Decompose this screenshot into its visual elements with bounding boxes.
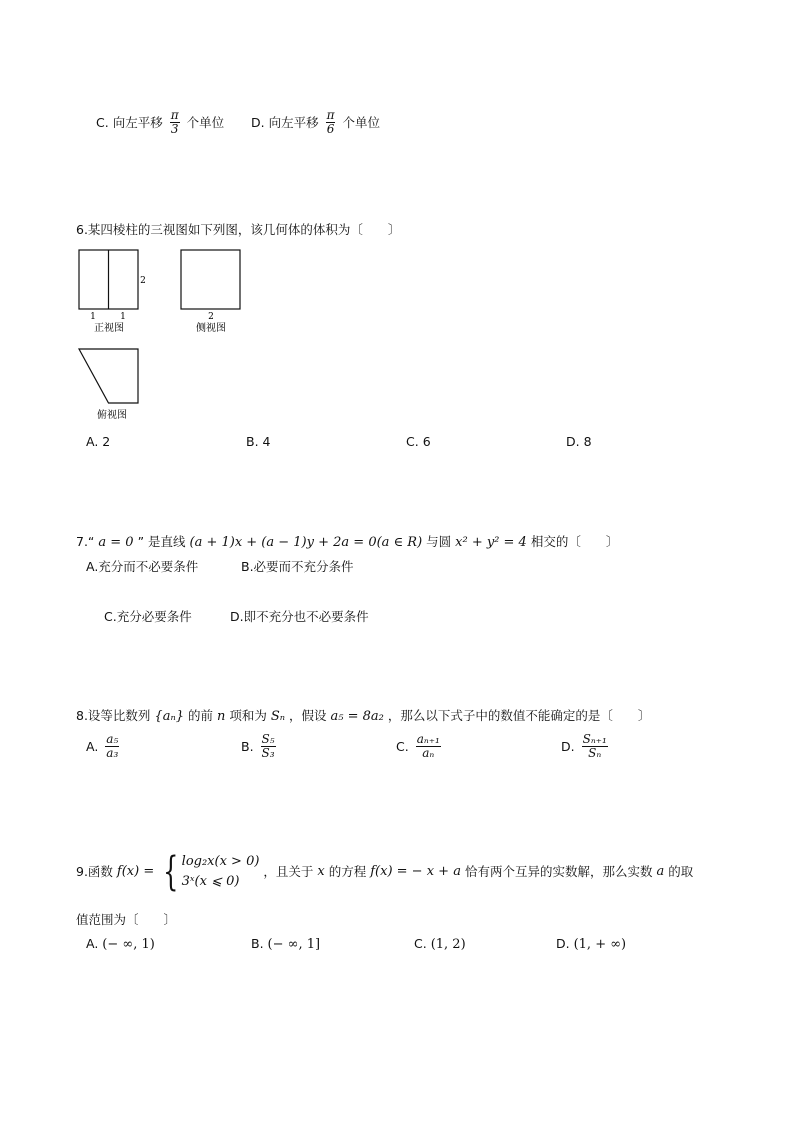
q8-option-c-denominator: aₙ [422, 746, 435, 760]
q7-option-a: A.充分而不必要条件 [86, 559, 199, 574]
q9-function: f(x) = [116, 864, 155, 879]
q8-option-c-fraction [416, 733, 441, 760]
q5-option-d-fraction [326, 109, 336, 136]
q8-option-d [561, 733, 611, 765]
q9-brace: { [163, 849, 179, 895]
q6-option-a [86, 434, 110, 450]
q6-three-view-figure [70, 244, 260, 429]
q8-option-c-label: C. [396, 738, 409, 754]
q6-option-a-label: A. [86, 434, 99, 449]
q8-option-b-numerator: S₅ [261, 732, 275, 746]
front-dim-right: 1 [120, 312, 126, 322]
q6-option-b-value: 4 [262, 434, 271, 449]
q9-text-1: 9.函数 [76, 864, 113, 879]
q8-option-a-fraction [105, 733, 119, 760]
side-view [181, 250, 240, 334]
q5-option-d-label: D. [251, 114, 265, 130]
q8-option-b-fraction [261, 733, 276, 760]
q7-option-d: D.即不充分也不必要条件 [230, 609, 369, 624]
q5-option-c-denominator: 3 [170, 122, 179, 136]
q9-stem [76, 849, 694, 898]
q8-condition: a₅ = 8a₂ [330, 709, 384, 724]
q8-text-5: ，那么以下式子中的数值不能确定的是〔 〕 [387, 708, 651, 723]
q8-n: n [216, 709, 226, 724]
q7-stem [76, 534, 618, 551]
q9-option-c [414, 936, 466, 953]
side-dim-bottom: 2 [208, 312, 214, 322]
q8-option-c-numerator: aₙ₊₁ [416, 732, 440, 746]
q9-text-4: 恰有两个互异的实数解，那么实数 [464, 864, 653, 879]
q9-a: a [656, 864, 665, 879]
q5-option-d [251, 109, 380, 137]
q9-option-d [556, 936, 626, 953]
q6-option-c-label: C. [406, 434, 419, 449]
q7-number: 7.“ [76, 534, 95, 549]
q7-circle-equation: x² + y² = 4 [455, 535, 527, 550]
q9-x: x [317, 864, 325, 879]
top-view-outline [79, 349, 138, 403]
q9-option-d-label: D. [556, 936, 570, 951]
q8-option-b-label: B. [241, 738, 254, 754]
q9-text-3: 的方程 [328, 864, 367, 879]
q6-option-b-label: B. [246, 434, 259, 449]
q8-text-3: 项和为 [229, 708, 267, 723]
front-view-label: 正视图 [94, 323, 124, 334]
q9-option-c-value: (1, 2) [430, 937, 466, 952]
q8-option-a-numerator: a₅ [106, 732, 119, 746]
q5-option-c-text: 向左平移 [112, 114, 163, 130]
q8-stem [76, 708, 650, 725]
q6-option-d-label: D. [566, 434, 580, 449]
q6-stem: 6.某四棱柱的三视图如下列图，该几何体的体积为〔 〕 [76, 222, 401, 237]
q7-text-3: 相交的〔 〕 [530, 534, 619, 549]
q8-option-b-denominator: S₃ [261, 746, 275, 760]
q5-option-c-unit: 个单位 [186, 114, 225, 130]
q8-option-d-numerator: Sₙ₊₁ [582, 732, 607, 746]
q9-option-a-value: (− ∞, 1) [102, 937, 155, 952]
q9-option-d-value: (1, + ∞) [573, 937, 627, 952]
q8-option-b [241, 733, 279, 765]
q5-option-d-unit: 个单位 [342, 114, 380, 130]
side-view-label: 侧视图 [196, 323, 226, 334]
q9-case-1: log₂x(x > 0) [181, 854, 260, 869]
q6-option-d [566, 434, 592, 450]
q8-text-1: 8.设等比数列 [76, 708, 151, 723]
q8-sum: Sₙ [270, 709, 286, 724]
q5-option-d-numerator: π [326, 108, 335, 122]
q9-stem-line-2: 值范围为〔 〕 [76, 912, 177, 927]
q7-condition: a = 0 [98, 535, 134, 550]
q9-option-b-label: B. [251, 936, 264, 951]
top-view-label: 俯视图 [97, 410, 127, 421]
q8-option-d-denominator: Sₙ [588, 746, 602, 760]
q8-sequence: {aₙ} [154, 709, 184, 724]
q9-option-a-label: A. [86, 936, 99, 951]
q9-option-b [251, 936, 320, 953]
front-dim-left: 1 [90, 312, 96, 322]
q6-option-c-value: 6 [422, 434, 431, 449]
q7-option-c: C.充分必要条件 [104, 609, 192, 624]
front-view [79, 250, 146, 334]
q9-case-2: 3ˣ(x ⩽ 0) [181, 874, 240, 889]
front-dim-height: 2 [140, 276, 146, 286]
q7-option-b: B.必要而不充分条件 [241, 559, 354, 574]
q7-text-2: 与圆 [426, 534, 452, 549]
q5-option-d-text: 向左平移 [268, 114, 319, 130]
q5-option-c-numerator: π [170, 108, 179, 122]
q9-option-a [86, 936, 155, 953]
q7-text-1: ” 是直线 [137, 534, 186, 549]
q8-text-4: ，假设 [289, 708, 327, 723]
q8-text-2: 的前 [187, 708, 213, 723]
q6-option-d-value: 8 [583, 434, 592, 449]
q8-option-d-label: D. [561, 738, 575, 754]
q9-option-b-value: (− ∞, 1] [267, 937, 321, 952]
q5-option-c-fraction [170, 109, 180, 136]
q8-option-a [86, 733, 122, 765]
q7-line-equation: (a + 1)x + (a − 1)y + 2a = 0(a ∈ R) [189, 535, 423, 550]
q5-option-c-label: C. [96, 114, 109, 130]
q8-option-c [396, 733, 444, 765]
q9-option-c-label: C. [414, 936, 427, 951]
q6-option-c [406, 434, 431, 450]
q5-option-c [96, 109, 224, 137]
q5-option-d-denominator: 6 [326, 122, 335, 136]
q8-option-a-denominator: a₃ [106, 746, 119, 760]
q6-option-a-value: 2 [102, 434, 111, 449]
q6-option-b [246, 434, 271, 450]
q9-cases [182, 852, 260, 892]
top-view [79, 349, 138, 421]
q9-text-5: 的取 [668, 864, 694, 879]
q8-option-a-label: A. [86, 738, 99, 754]
side-view-outline [181, 250, 240, 309]
q9-text-2: ，且关于 [263, 864, 314, 879]
q9-equation: f(x) = − x + a [370, 864, 461, 879]
q8-option-d-fraction [582, 733, 608, 760]
